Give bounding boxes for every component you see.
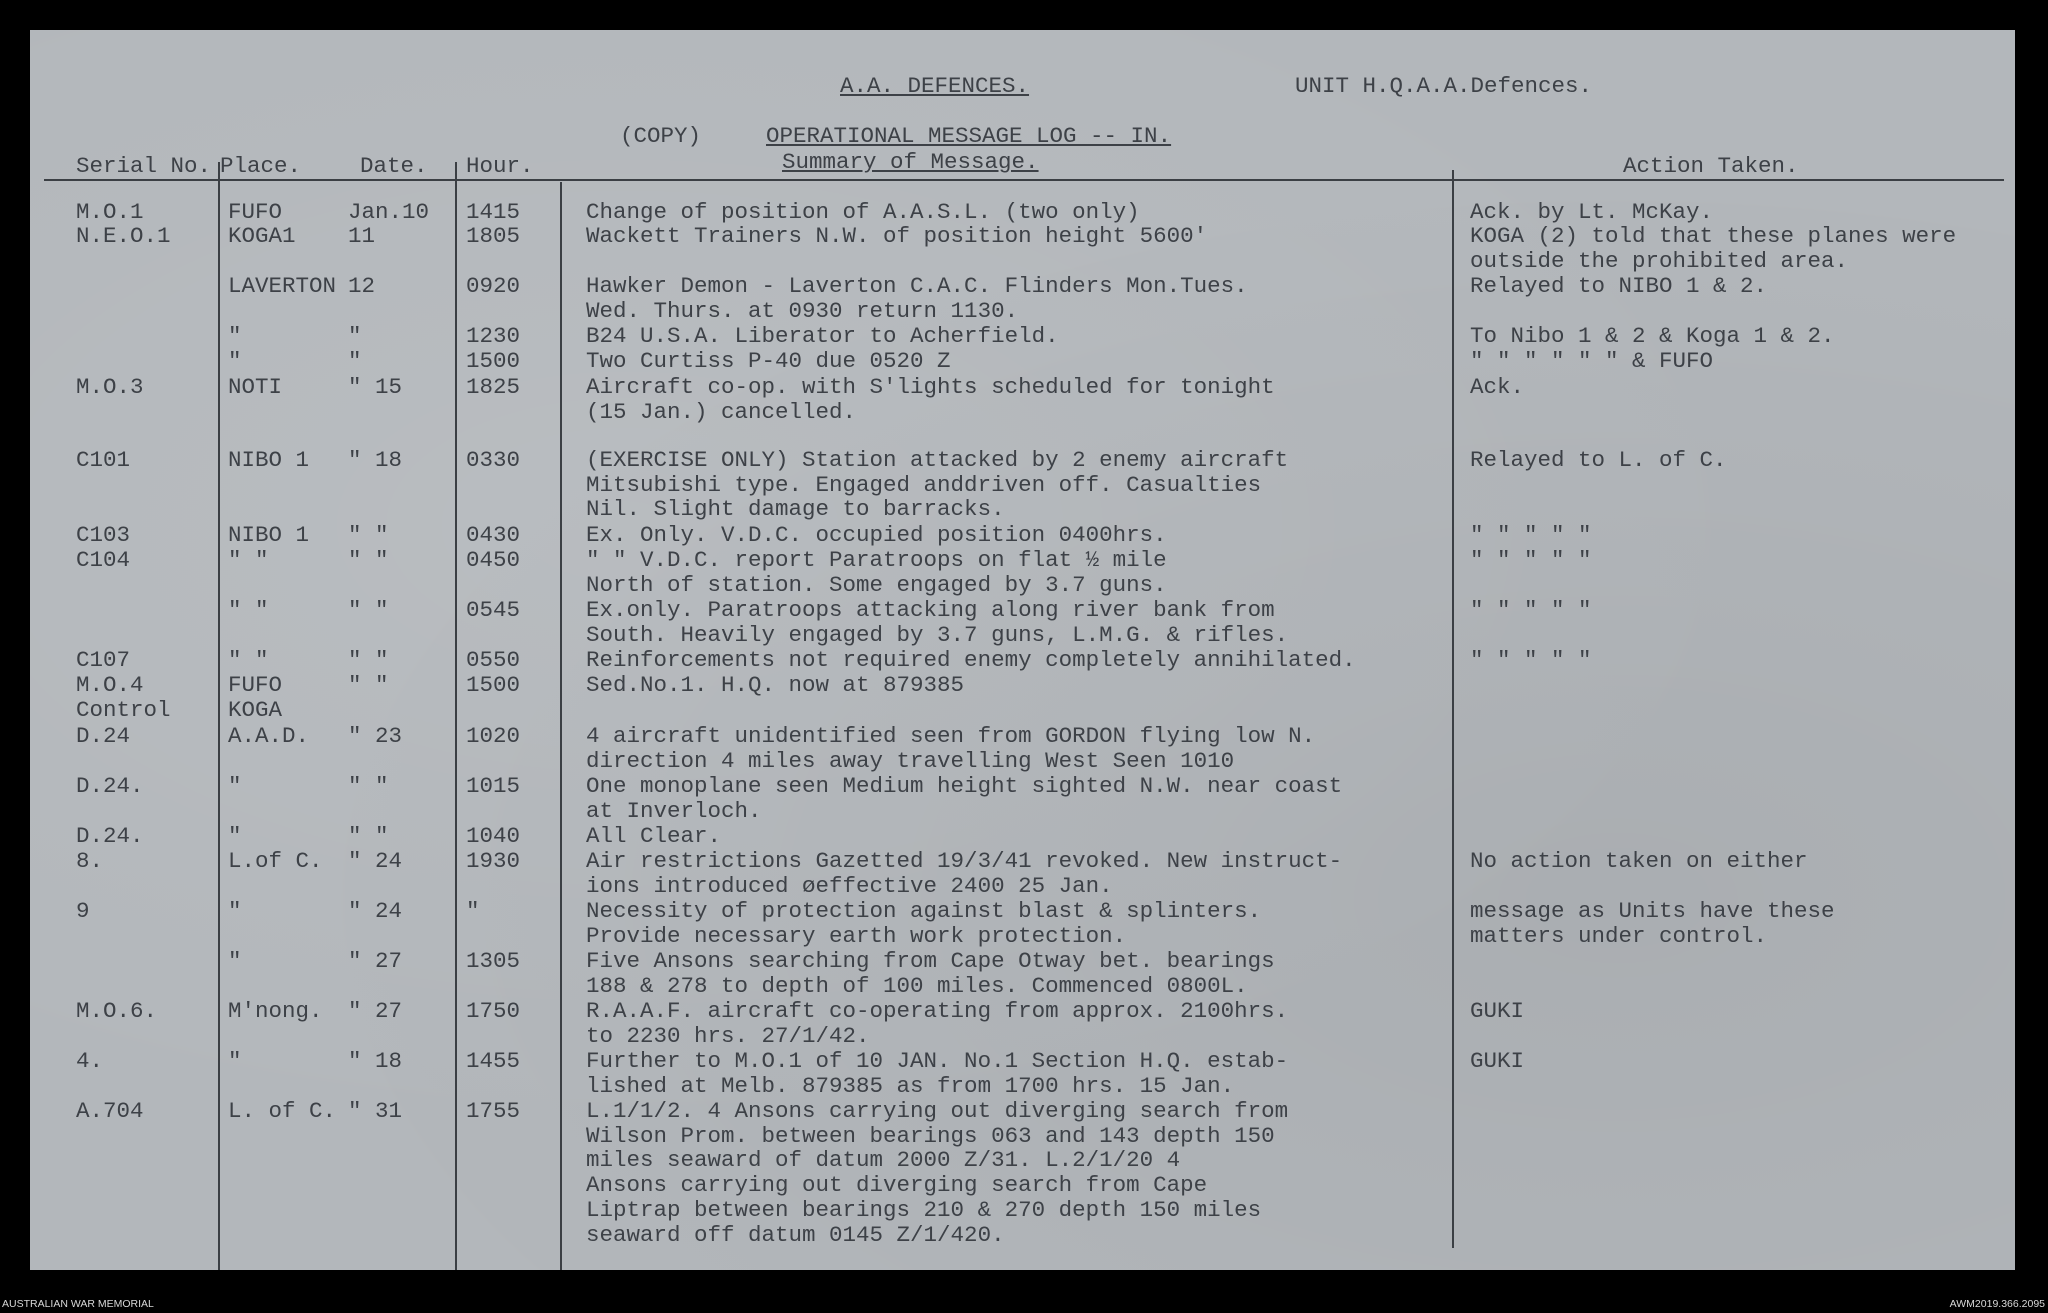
date-cell: "	[348, 323, 362, 349]
log-title: OPERATIONAL MESSAGE LOG -- IN.	[766, 123, 1172, 149]
date-cell: " 18	[348, 447, 403, 473]
serial-no-cell: M.O.1	[76, 199, 144, 225]
place-cell: "	[228, 948, 242, 974]
action-line: Ack. by Lt. McKay.	[1470, 199, 1714, 225]
col-header-hour: Hour.	[466, 153, 534, 179]
hour-cell: 1805	[466, 223, 521, 249]
date-cell: 12	[348, 273, 376, 299]
hour-cell: 0450	[466, 547, 521, 573]
summary-line: Liptrap between bearings 210 & 270 depth 150 miles	[586, 1196, 1262, 1223]
serial-no-cell: M.O.4	[76, 672, 144, 698]
action-line: To Nibo 1 & 2 & Koga 1 & 2.	[1470, 323, 1835, 349]
place-cell: "	[228, 823, 242, 849]
date-cell: " 27	[348, 998, 403, 1024]
hour-cell: 1500	[466, 348, 521, 374]
place-cell: KOGA	[228, 697, 283, 723]
col-header-action: Action Taken.	[1623, 153, 1799, 179]
summary-line: 188 & 278 to depth of 100 miles. Commenced 0800L.	[586, 972, 1248, 999]
hour-cell: 1455	[466, 1048, 521, 1074]
date-cell: " 23	[348, 723, 403, 749]
hour-cell: 1930	[466, 848, 521, 874]
place-cell: NOTI	[228, 374, 283, 400]
col-header-summary: Summary of Message.	[782, 149, 1039, 175]
hour-cell: 1020	[466, 723, 521, 749]
hour-cell: "	[466, 898, 480, 924]
summary-line: All Clear.	[586, 823, 722, 849]
footer-credit: AUSTRALIAN WAR MEMORIAL	[2, 1298, 154, 1310]
place-cell: "	[228, 348, 242, 374]
place-cell: L.of C.	[228, 848, 323, 874]
hour-cell: 0430	[466, 522, 521, 548]
place-cell: "	[228, 773, 242, 799]
hour-cell: 1500	[466, 672, 521, 698]
summary-line: North of station. Some engaged by 3.7 guns.	[586, 571, 1167, 598]
serial-no-cell: N.E.O.1	[76, 223, 171, 249]
action-line: " " " " "	[1470, 547, 1592, 573]
action-line: GUKI	[1470, 998, 1525, 1024]
serial-no-cell: C107	[76, 647, 131, 673]
summary-line: Provide necessary earth work protection.	[586, 922, 1127, 949]
summary-line: Ansons carrying out diverging search from Cape	[586, 1172, 1208, 1199]
hour-cell: 1040	[466, 823, 521, 849]
header-rule	[44, 179, 2004, 181]
place-cell: A.A.D.	[228, 723, 310, 749]
place-cell: NIBO 1	[228, 447, 310, 473]
place-cell: M'nong.	[228, 998, 323, 1024]
hour-cell: 0330	[466, 447, 521, 473]
date-cell: " 24	[348, 898, 403, 924]
hour-cell: 1755	[466, 1098, 521, 1124]
place-cell: "	[228, 1048, 242, 1074]
document-title: A.A. DEFENCES.	[840, 73, 1030, 99]
summary-line: Necessity of protection against blast & splinters.	[586, 898, 1262, 924]
summary-line: seaward off datum 0145 Z/1/420.	[586, 1221, 1005, 1248]
summary-line: B24 U.S.A. Liberator to Acherfield.	[586, 323, 1059, 349]
place-cell: " "	[228, 597, 269, 623]
serial-no-cell: 9	[76, 898, 90, 924]
serial-no-cell: M.O.3	[76, 374, 144, 400]
copy-label: (COPY)	[620, 123, 702, 149]
hour-cell: 0545	[466, 597, 521, 623]
summary-line: Mitsubishi type. Engaged anddriven off. Casualties	[586, 471, 1262, 498]
summary-line: (15 Jan.) cancelled.	[586, 398, 857, 425]
summary-line: L.1/1/2. 4 Ansons carrying out diverging search from	[586, 1098, 1289, 1124]
date-cell: " 15	[348, 374, 403, 400]
column-rule-place	[218, 162, 220, 1270]
column-rule-action	[1452, 170, 1454, 1248]
summary-line: Change of position of A.A.S.L. (two only)	[586, 199, 1140, 225]
summary-line: ions introduced øeffective 2400 25 Jan.	[586, 872, 1113, 899]
date-cell: "	[348, 348, 362, 374]
summary-line: 4 aircraft unidentified seen from GORDON flying low N.	[586, 723, 1316, 749]
col-header-serial: Serial No.	[76, 153, 212, 179]
action-line: message as Units have these	[1470, 898, 1835, 924]
hour-cell: 1230	[466, 323, 521, 349]
place-cell: KOGA1	[228, 223, 296, 249]
serial-no-cell: C101	[76, 447, 131, 473]
summary-line: Air restrictions Gazetted 19/3/41 revoked. New instruct-	[586, 848, 1343, 874]
summary-line: Ex. Only. V.D.C. occupied position 0400hrs.	[586, 522, 1167, 548]
summary-line: Wilson Prom. between bearings 063 and 143 depth 150	[586, 1122, 1275, 1149]
hour-cell: 1415	[466, 199, 521, 225]
summary-line: to 2230 hrs. 27/1/42.	[586, 1022, 870, 1049]
serial-no-cell: C103	[76, 522, 131, 548]
summary-line: Wed. Thurs. at 0930 return 1130.	[586, 297, 1019, 324]
action-line: " " " " " " & FUFO	[1470, 348, 1714, 374]
summary-line: lished at Melb. 879385 as from 1700 hrs. 15 Jan.	[586, 1072, 1235, 1099]
serial-no-cell: 8.	[76, 848, 104, 874]
serial-no-cell: D.24.	[76, 773, 144, 799]
hour-cell: 0550	[466, 647, 521, 673]
summary-line: at Inverloch.	[586, 797, 762, 824]
footer-accession: AWM2019.366.2095	[1949, 1298, 2045, 1310]
place-cell: NIBO 1	[228, 522, 310, 548]
serial-no-cell: C104	[76, 547, 131, 573]
date-cell: " "	[348, 647, 389, 673]
column-rule-summary	[560, 182, 562, 1270]
place-cell: "	[228, 898, 242, 924]
summary-line: Further to M.O.1 of 10 JAN. No.1 Section H.Q. estab-	[586, 1048, 1289, 1074]
summary-line: direction 4 miles away travelling West Seen 1010	[586, 747, 1235, 774]
date-cell: " "	[348, 823, 389, 849]
date-cell: " "	[348, 672, 389, 698]
summary-line: Aircraft co-op. with S'lights scheduled for tonight	[586, 374, 1275, 400]
hour-cell: 1750	[466, 998, 521, 1024]
serial-no-cell: A.704	[76, 1098, 144, 1124]
summary-line: " " V.D.C. report Paratroops on flat ½ mile	[586, 547, 1167, 573]
summary-line: Ex.only. Paratroops attacking along river bank from	[586, 597, 1275, 623]
action-line: " " " " "	[1470, 647, 1592, 673]
place-cell: "	[228, 323, 242, 349]
summary-line: Nil. Slight damage to barracks.	[586, 496, 1005, 523]
date-cell: " "	[348, 522, 389, 548]
action-line: matters under control.	[1470, 922, 1768, 949]
action-line: " " " " "	[1470, 597, 1592, 623]
action-line: KOGA (2) told that these planes were	[1470, 223, 1957, 249]
serial-no-cell: Control	[76, 697, 171, 723]
summary-line: Two Curtiss P-40 due 0520 Z	[586, 348, 951, 374]
date-cell: 11	[348, 223, 376, 249]
col-header-place: Place.	[220, 153, 302, 179]
date-cell: " 27	[348, 948, 403, 974]
place-cell: " "	[228, 547, 269, 573]
unit-label: UNIT H.Q.A.A.Defences.	[1295, 73, 1593, 99]
action-line: Ack.	[1470, 374, 1525, 400]
hour-cell: 0920	[466, 273, 521, 299]
hour-cell: 1825	[466, 374, 521, 400]
summary-line: Sed.No.1. H.Q. now at 879385	[586, 672, 965, 698]
action-line: outside the prohibited area.	[1470, 247, 1849, 274]
date-cell: " "	[348, 773, 389, 799]
serial-no-cell: M.O.6.	[76, 998, 158, 1024]
place-cell: " "	[228, 647, 269, 673]
action-line: " " " " "	[1470, 522, 1592, 548]
summary-line: South. Heavily engaged by 3.7 guns, L.M.G. & rifles.	[586, 621, 1289, 648]
place-cell: LAVERTON	[228, 273, 337, 299]
summary-line: Wackett Trainers N.W. of position height 5600'	[586, 223, 1208, 249]
serial-no-cell: D.24.	[76, 823, 144, 849]
date-cell: " "	[348, 547, 389, 573]
serial-no-cell: D.24	[76, 723, 131, 749]
action-line: Relayed to L. of C.	[1470, 447, 1727, 473]
col-header-date: Date.	[360, 153, 428, 179]
date-cell: Jan.10	[348, 199, 430, 225]
hour-cell: 1305	[466, 948, 521, 974]
document-sheet	[30, 30, 2015, 1270]
date-cell: " 31	[348, 1098, 403, 1124]
date-cell: " 18	[348, 1048, 403, 1074]
summary-line: Reinforcements not required enemy completely annihilated.	[586, 647, 1356, 673]
summary-line: Hawker Demon - Laverton C.A.C. Flinders Mon.Tues.	[586, 273, 1248, 299]
summary-line: miles seaward of datum 2000 Z/31. L.2/1/20 4	[586, 1147, 1181, 1174]
place-cell: FUFO	[228, 199, 283, 225]
action-line: No action taken on either	[1470, 848, 1808, 874]
summary-line: Five Ansons searching from Cape Otway bet. bearings	[586, 948, 1275, 974]
serial-no-cell: 4.	[76, 1048, 104, 1074]
summary-line: One monoplane seen Medium height sighted N.W. near coast	[586, 773, 1343, 799]
action-line: Relayed to NIBO 1 & 2.	[1470, 273, 1768, 299]
place-cell: L. of C.	[228, 1098, 337, 1124]
summary-line: R.A.A.F. aircraft co-operating from approx. 2100hrs.	[586, 998, 1289, 1024]
place-cell: FUFO	[228, 672, 283, 698]
date-cell: " "	[348, 597, 389, 623]
hour-cell: 1015	[466, 773, 521, 799]
action-line: GUKI	[1470, 1048, 1525, 1074]
date-cell: " 24	[348, 848, 403, 874]
column-rule-hour	[455, 162, 457, 1270]
summary-line: (EXERCISE ONLY) Station attacked by 2 enemy aircraft	[586, 447, 1289, 473]
